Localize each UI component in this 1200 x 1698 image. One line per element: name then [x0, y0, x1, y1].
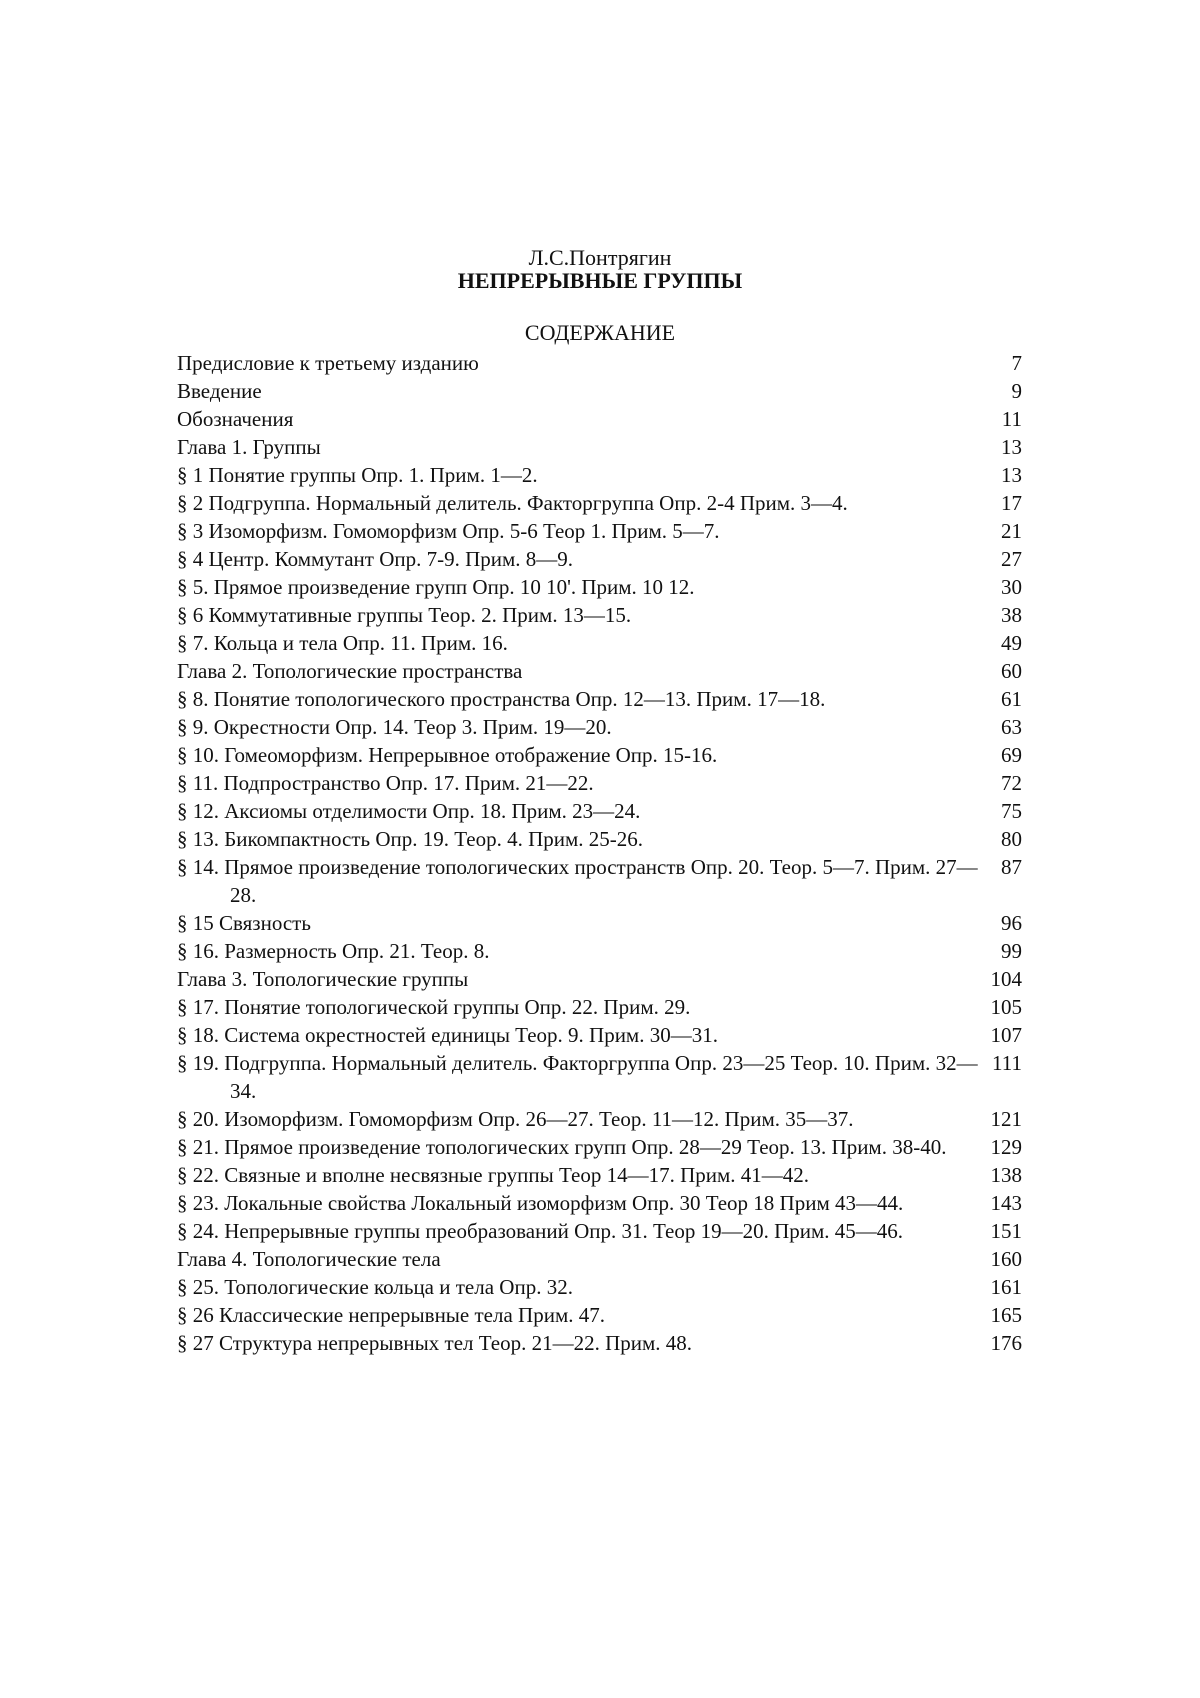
toc-entry-title: § 2 Подгруппа. Нормальный делитель. Факторгруппа Опр. 2-4 Прим. 3—4. [177, 489, 947, 517]
toc-entry [177, 1217, 1022, 1245]
toc-entry-page-number: 160 [947, 1245, 1022, 1273]
toc-entry [177, 769, 1022, 797]
toc-entry [177, 489, 1022, 517]
toc-entry-title: § 3 Изоморфизм. Гомоморфизм Опр. 5-6 Теор 1. Прим. 5—7. [177, 517, 947, 545]
toc-entry-page-number: 60 [947, 657, 1022, 685]
toc-entry-title: Введение [177, 377, 947, 405]
toc-entry [177, 545, 1022, 573]
toc-entry [177, 713, 1022, 741]
author-name: Л.С.Понтрягин [0, 245, 1200, 271]
document-page [0, 0, 1200, 1698]
toc-entry [177, 1301, 1022, 1329]
toc-entry-title: § 26 Классические непрерывные тела Прим. 47. [177, 1301, 947, 1329]
toc-entry-title: § 4 Центр. Коммутант Опр. 7-9. Прим. 8—9. [177, 545, 947, 573]
toc-entry-title: Глава 1. Группы [177, 433, 947, 461]
toc-entry [177, 1273, 1022, 1301]
toc-entry [177, 1049, 1022, 1105]
toc-entry-title: § 16. Размерность Опр. 21. Теор. 8. [177, 937, 947, 965]
toc-entry [177, 1329, 1022, 1357]
toc-entry [177, 685, 1022, 713]
toc-entry-page-number: 87 [1000, 853, 1022, 881]
toc-entry [177, 797, 1022, 825]
toc-entry-page-number: 143 [991, 1189, 1023, 1217]
toc-entry [177, 349, 1022, 377]
toc-entry [177, 853, 1022, 909]
toc-entry [177, 433, 1022, 461]
toc-entry-page-number: 111 [992, 1049, 1022, 1077]
toc-entry-title: § 11. Подпространство Опр. 17. Прим. 21—22. [177, 769, 947, 797]
toc-entry-page-number: 138 [947, 1161, 1022, 1189]
toc-entry-page-number: 38 [947, 601, 1022, 629]
toc-entry-title: Обозначения [177, 405, 947, 433]
toc-entry-page-number: 13 [947, 433, 1022, 461]
toc-entry [177, 909, 1022, 937]
toc-entry-title: § 7. Кольца и тела Опр. 11. Прим. 16. [177, 629, 947, 657]
toc-entry-page-number: 21 [947, 517, 1022, 545]
toc-entry-page-number: 75 [947, 797, 1022, 825]
toc-entry-page-number: 107 [947, 1021, 1022, 1049]
toc-entry [177, 1105, 1022, 1133]
toc-entry [177, 1245, 1022, 1273]
toc-entry-page-number: 176 [947, 1329, 1022, 1357]
toc-entry-title: § 18. Система окрестностей единицы Теор. 9. Прим. 30—31. [177, 1021, 947, 1049]
toc-entry [177, 573, 1022, 601]
toc-entry [177, 601, 1022, 629]
toc-entry-title: Глава 4. Топологические тела [177, 1245, 947, 1273]
toc-entry-title: Предисловие к третьему изданию [177, 349, 947, 377]
toc-entry [177, 937, 1022, 965]
toc-entry-page-number: 105 [947, 993, 1022, 1021]
toc-entry [177, 629, 1022, 657]
toc-entry-title: § 14. Прямое произведение топологических пространств Опр. 20. Теор. 5—7. Прим. 27—28. [177, 853, 1000, 909]
toc-entry-title: § 27 Структура непрерывных тел Теор. 21—22. Прим. 48. [177, 1329, 947, 1357]
toc-entry-page-number: 61 [947, 685, 1022, 713]
toc-entry-title: § 21. Прямое произведение топологических групп Опр. 28—29 Теор. 13. Прим. 38-40. [177, 1133, 991, 1161]
toc-entry [177, 405, 1022, 433]
toc-entry-page-number: 161 [947, 1273, 1022, 1301]
toc-entry-title: § 6 Коммутативные группы Теор. 2. Прим. 13—15. [177, 601, 947, 629]
toc-entry [177, 1133, 1022, 1161]
toc-entry-page-number: 72 [947, 769, 1022, 797]
toc-entry [177, 517, 1022, 545]
toc-entry-title: § 19. Подгруппа. Нормальный делитель. Факторгруппа Опр. 23—25 Теор. 10. Прим. 32—34. [177, 1049, 992, 1105]
toc-entry-title: § 23. Локальные свойства Локальный изоморфизм Опр. 30 Теор 18 Прим 43—44. [177, 1189, 991, 1217]
toc-entry-title: § 10. Гомеоморфизм. Непрерывное отображение Опр. 15-16. [177, 741, 947, 769]
toc-entry [177, 1021, 1022, 1049]
toc-entry-title: § 1 Понятие группы Опр. 1. Прим. 1—2. [177, 461, 947, 489]
toc-entry [177, 657, 1022, 685]
toc-entry [177, 741, 1022, 769]
toc-entry-page-number: 30 [947, 573, 1022, 601]
toc-entry [177, 965, 1022, 993]
toc-entry [177, 1161, 1022, 1189]
toc-entry [177, 1189, 1022, 1217]
toc-entry-page-number: 63 [947, 713, 1022, 741]
toc-entry-page-number: 165 [947, 1301, 1022, 1329]
toc-entry [177, 377, 1022, 405]
toc-entry-page-number: 99 [947, 937, 1022, 965]
contents-heading: СОДЕРЖАНИЕ [0, 320, 1200, 346]
table-of-contents [177, 349, 1022, 1357]
toc-entry-title: Глава 3. Топологические группы [177, 965, 947, 993]
toc-entry [177, 461, 1022, 489]
toc-entry-page-number: 121 [991, 1105, 1023, 1133]
toc-entry-page-number: 49 [947, 629, 1022, 657]
toc-entry-page-number: 129 [991, 1133, 1023, 1161]
toc-entry-title: § 22. Связные и вполне несвязные группы Теор 14—17. Прим. 41—42. [177, 1161, 947, 1189]
toc-entry-title: § 9. Окрестности Опр. 14. Теор 3. Прим. 19—20. [177, 713, 947, 741]
toc-entry-title: § 13. Бикомпактность Опр. 19. Теор. 4. Прим. 25-26. [177, 825, 947, 853]
toc-entry-page-number: 9 [947, 377, 1022, 405]
toc-entry-title: § 8. Понятие топологического пространства Опр. 12—13. Прим. 17—18. [177, 685, 947, 713]
toc-entry-title: Глава 2. Топологические пространства [177, 657, 947, 685]
toc-entry-title: § 20. Изоморфизм. Гомоморфизм Опр. 26—27. Теор. 11—12. Прим. 35—37. [177, 1105, 991, 1133]
toc-entry-page-number: 69 [947, 741, 1022, 769]
toc-entry-page-number: 151 [991, 1217, 1023, 1245]
toc-entry-title: § 15 Связность [177, 909, 947, 937]
toc-entry-page-number: 96 [947, 909, 1022, 937]
toc-entry-page-number: 7 [947, 349, 1022, 377]
toc-entry-page-number: 13 [947, 461, 1022, 489]
toc-entry-title: § 25. Топологические кольца и тела Опр. 32. [177, 1273, 947, 1301]
book-title: НЕПРЕРЫВНЫЕ ГРУППЫ [0, 268, 1200, 294]
toc-entry-title: § 5. Прямое произведение групп Опр. 10 10'. Прим. 10 12. [177, 573, 947, 601]
toc-entry-title: § 17. Понятие топологической группы Опр. 22. Прим. 29. [177, 993, 947, 1021]
toc-entry [177, 825, 1022, 853]
toc-entry-page-number: 80 [947, 825, 1022, 853]
toc-entry-page-number: 104 [947, 965, 1022, 993]
toc-entry-page-number: 11 [947, 405, 1022, 433]
toc-entry-page-number: 17 [947, 489, 1022, 517]
toc-entry-title: § 12. Аксиомы отделимости Опр. 18. Прим. 23—24. [177, 797, 947, 825]
toc-entry-title: § 24. Непрерывные группы преобразований Опр. 31. Теор 19—20. Прим. 45—46. [177, 1217, 991, 1245]
toc-entry [177, 993, 1022, 1021]
toc-entry-page-number: 27 [947, 545, 1022, 573]
